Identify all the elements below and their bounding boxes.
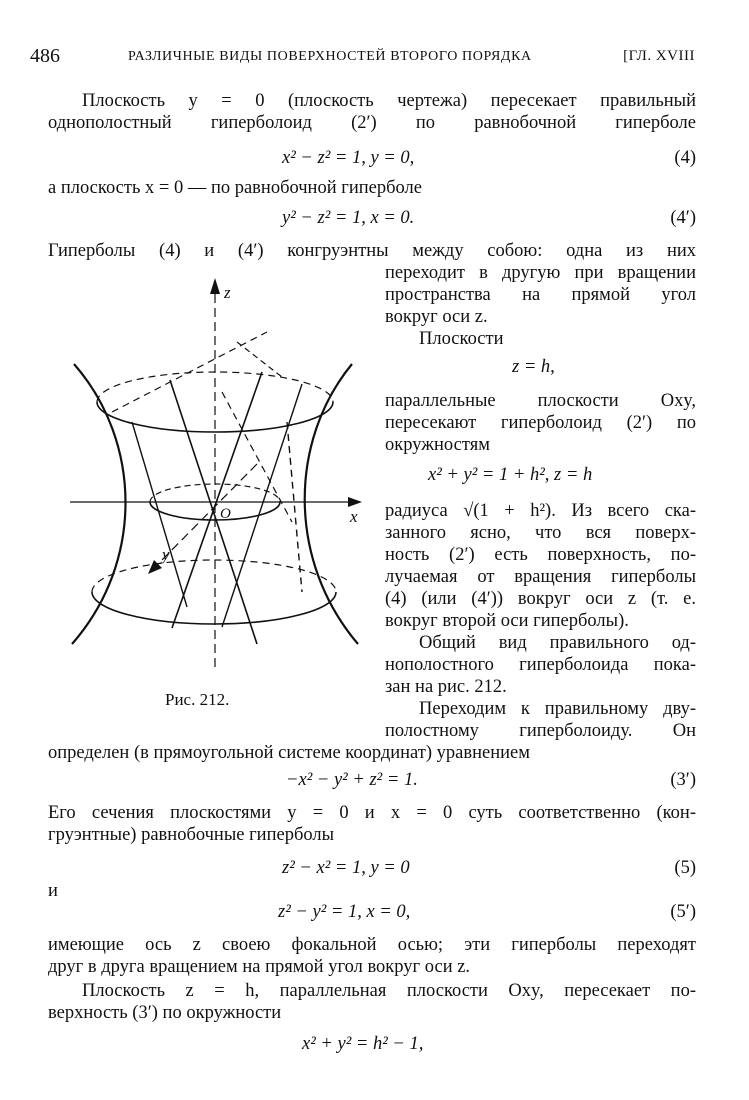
equation-4-prime: y² − z² = 1, x = 0. [282, 208, 415, 228]
text-line: Плоскость z = h, параллельная плоскости Oxy, пересекает по- [82, 981, 696, 1001]
z-axis-arrow [210, 278, 220, 294]
text-line: Гиперболы (4) и (4′) конгруэнтны между собою: одна из них [48, 241, 696, 261]
generator-line [172, 372, 262, 628]
z-axis-label: z [224, 283, 231, 302]
equation-5: z² − x² = 1, y = 0 [282, 858, 410, 878]
equation-4: x² − z² = 1, y = 0, [282, 148, 415, 168]
bottom-ellipse-back [92, 560, 336, 592]
y-axis-label: y [162, 545, 170, 564]
generator-line [222, 384, 302, 627]
equation-number: (4′) [670, 208, 696, 228]
origin-label: O [220, 506, 231, 522]
text-line: и [48, 881, 58, 901]
y-axis-arrow [148, 560, 162, 574]
text-line: пересекают гиперболоид (2′) по [385, 413, 696, 433]
page-number: 486 [30, 45, 60, 67]
generator-line [132, 422, 187, 607]
text-line: лучаемая от вращения гиперболы [385, 567, 696, 587]
equation-z-h: z = h, [512, 357, 555, 377]
text-line: Его сечения плоскостями y = 0 и x = 0 суть соответственно (кон- [48, 803, 696, 823]
text-line: нополостного гиперболоида пока- [385, 655, 696, 675]
running-header [30, 45, 695, 73]
text-line: друг в друга вращением на прямой угол вокруг оси z. [48, 957, 471, 977]
text-line: ность (2′) есть поверхность, по- [385, 545, 696, 565]
text-line: параллельные плоскости Oxy, [385, 391, 696, 411]
text-line: имеющие ось z своею фокальной осью; эти гиперболы переходят [48, 935, 696, 955]
text-line: переходит в другую при вращении [385, 263, 696, 283]
equation-number: (5′) [670, 902, 696, 922]
x-axis-arrow [348, 497, 362, 507]
equation-number: (4) [674, 148, 696, 168]
text-line: а плоскость x = 0 — по равнобочной гиперболе [48, 178, 422, 198]
text-line: полостному гиперболоиду. Он [385, 721, 696, 741]
equation-3-prime: −x² − y² + z² = 1. [286, 770, 418, 790]
text-line: вокруг второй оси гиперболы). [385, 611, 629, 631]
text-line: занного ясно, что вся поверх- [385, 523, 696, 543]
running-title: РАЗЛИЧНЫЕ ВИДЫ ПОВЕРХНОСТЕЙ ВТОРОГО ПОРЯДКА [128, 49, 532, 64]
equation-number: (5) [674, 858, 696, 878]
text-line: Переходим к правильному дву- [419, 699, 696, 719]
text-line: Плоскость y = 0 (плоскость чертежа) пересекает правильный [82, 91, 696, 111]
equation-last: x² + y² = h² − 1, [302, 1034, 424, 1054]
text-line: однополостный гиперболоид (2′) по равнобочной гиперболе [48, 113, 696, 133]
text-line: Общий вид правильного од- [419, 633, 696, 653]
text-line: зан на рис. 212. [385, 677, 507, 697]
x-axis-label: x [350, 507, 358, 526]
text-line: пространства на прямой угол [385, 285, 696, 305]
equation-5-prime: z² − y² = 1, x = 0, [278, 902, 411, 922]
text-line: окружностям [385, 435, 490, 455]
text-line: радиуса √(1 + h²). Из всего ска- [385, 501, 696, 521]
figure-caption: Рис. 212. [165, 690, 230, 709]
text-line: Плоскости [419, 329, 504, 349]
text-line: (4) (или (4′)) вокруг оси z (т. е. [385, 589, 696, 609]
text-line: груэнтные) равнобочные гиперболы [48, 825, 335, 845]
hyperboloid-figure [52, 272, 382, 672]
text-line: верхность (3′) по окружности [48, 1003, 282, 1023]
bottom-ellipse-front [92, 592, 336, 624]
text-line: определен (в прямоугольной системе координат) уравнением [48, 743, 530, 763]
equation-number: (3′) [670, 770, 696, 790]
generator-line [112, 332, 267, 412]
chapter-label: [ГЛ. XVIII [623, 48, 695, 64]
equation-circles: x² + y² = 1 + h², z = h [428, 465, 593, 485]
text-line: вокруг оси z. [385, 307, 488, 327]
generator-line [237, 342, 282, 377]
